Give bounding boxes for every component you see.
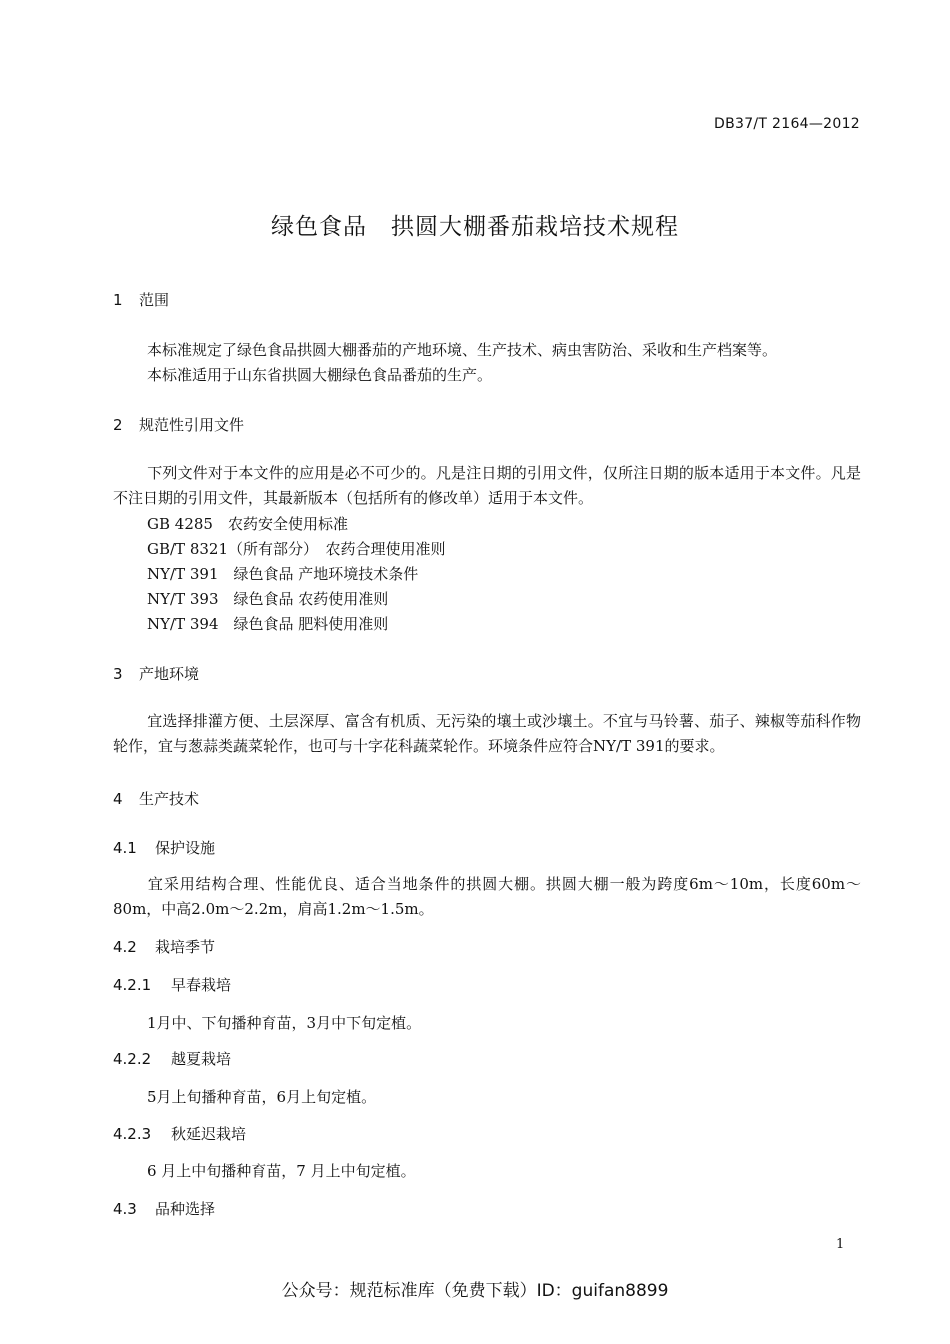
section-4-1-heading (113, 837, 215, 858)
reference-item: NY/T 393 绿色食品 农药使用准则 (147, 590, 389, 608)
section-1-paragraph-2: 本标准适用于山东省拱圆大棚绿色食品番茄的生产。 (147, 366, 493, 384)
section-number: 1 (113, 291, 123, 309)
document-code: DB37/T 2164—2012 (714, 116, 860, 132)
section-title: 规范性引用文件 (139, 416, 245, 434)
section-title: 范围 (139, 291, 170, 309)
section-2-intro (113, 461, 861, 511)
section-3-paragraph-text: 宜选择排灌方便、土层深厚、富含有机质、无污染的壤土或沙壤土。不宜与马铃薯、茄子、辣椒等茄科作物轮作，宜与葱蒜类蔬菜轮作，也可与十字花科蔬菜轮作。环境条件应符合NY/T 391的要求。 (113, 712, 861, 755)
section-4-2-heading (113, 936, 215, 957)
reference-item: NY/T 394 绿色食品 肥料使用准则 (147, 615, 389, 633)
section-title: 越夏栽培 (171, 1050, 232, 1068)
section-title: 保护设施 (155, 839, 216, 857)
section-4-2-2-heading (113, 1048, 231, 1069)
reference-item: NY/T 391 绿色食品 产地环境技术条件 (147, 565, 419, 583)
section-number: 2 (113, 416, 123, 434)
section-number: 4.3 (113, 1200, 137, 1218)
section-3-paragraph (113, 709, 861, 759)
section-4-2-1-heading (113, 974, 231, 995)
section-1-heading (113, 289, 169, 310)
section-3-heading (113, 663, 199, 684)
section-title: 早春栽培 (171, 976, 232, 994)
document-title: 绿色食品 拱圆大棚番茄栽培技术规程 (271, 214, 679, 240)
section-number: 4.2.2 (113, 1050, 152, 1068)
section-4-2-3-heading (113, 1123, 246, 1144)
section-4-2-3-paragraph: 6 月上中旬播种育苗，7 月上中旬定植。 (147, 1162, 416, 1180)
page-number: 1 (836, 1237, 845, 1252)
section-title: 品种选择 (155, 1200, 216, 1218)
section-4-1-paragraph (113, 872, 861, 922)
section-number: 4.2.1 (113, 976, 152, 994)
section-4-1-paragraph-text: 宜采用结构合理、性能优良、适合当地条件的拱圆大棚。拱圆大棚一般为跨度6m～10m，长度60m～80m，中高2.0m～2.2m，肩高1.2m～1.5m。 (113, 875, 861, 918)
section-number: 4.2.3 (113, 1125, 152, 1143)
reference-item: GB 4285 农药安全使用标准 (147, 515, 348, 533)
section-title: 栽培季节 (155, 938, 216, 956)
section-4-3-heading (113, 1198, 215, 1219)
section-2-heading (113, 414, 244, 435)
footer-note: 公众号：规范标准库（免费下载）ID：guifan8899 (281, 1281, 669, 1301)
section-number: 3 (113, 665, 123, 683)
section-number: 4 (113, 790, 123, 808)
section-4-2-2-paragraph: 5月上旬播种育苗，6月上旬定植。 (147, 1088, 377, 1106)
section-title: 产地环境 (139, 665, 200, 683)
section-2-intro-text: 下列文件对于本文件的应用是必不可少的。凡是注日期的引用文件，仅所注日期的版本适用于本文件。凡是不注日期的引用文件，其最新版本（包括所有的修改单）适用于本文件。 (113, 464, 861, 507)
section-1-paragraph-1: 本标准规定了绿色食品拱圆大棚番茄的产地环境、生产技术、病虫害防治、采收和生产档案等。 (147, 341, 778, 359)
reference-item: GB/T 8321（所有部分） 农药合理使用准则 (147, 540, 446, 558)
section-4-heading (113, 788, 199, 809)
section-number: 4.1 (113, 839, 137, 857)
section-title: 生产技术 (139, 790, 200, 808)
section-4-2-1-paragraph: 1月中、下旬播种育苗，3月中下旬定植。 (147, 1014, 422, 1032)
section-number: 4.2 (113, 938, 137, 956)
section-title: 秋延迟栽培 (171, 1125, 247, 1143)
